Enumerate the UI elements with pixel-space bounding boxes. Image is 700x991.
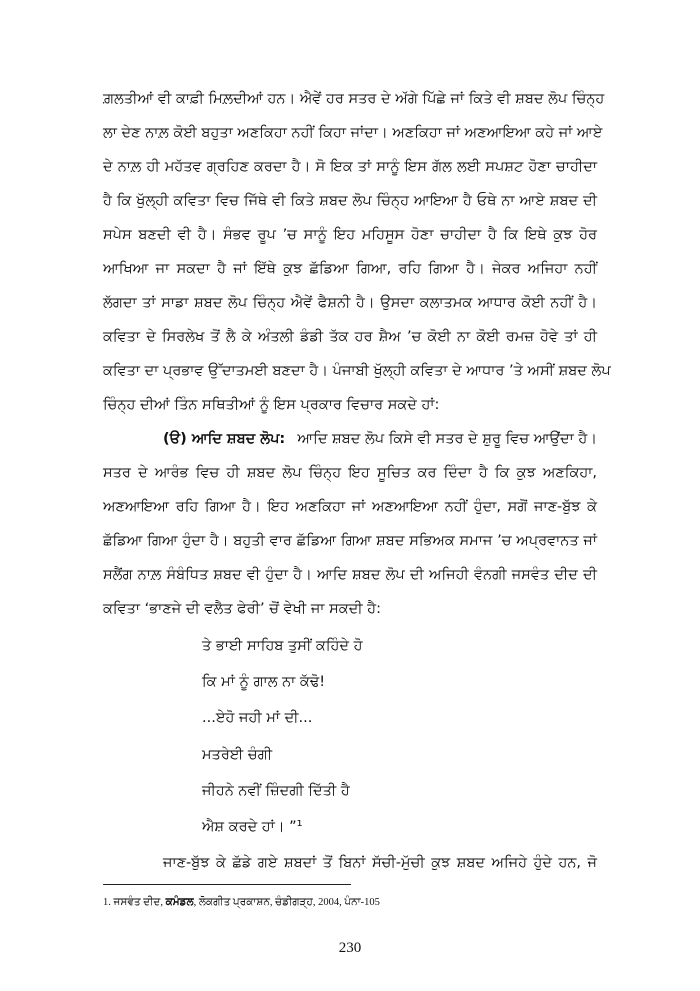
- body-line: ਸਤਰ ਦੇ ਆਰੰਭ ਵਿਚ ਹੀ ਸ਼ਬਦ ਲੋਪ ਚਿੰਨ੍ਹ ਇਹ ਸੂਚਿਤ ਕਰ ਦਿੰਦਾ ਹੈ ਕਿ ਕੁਝ ਅਣਕਿਹਾ,: [103, 465, 597, 481]
- body-line: ਹੈ ਕਿ ਖੁੱਲ੍ਹੀ ਕਵਿਤਾ ਵਿਚ ਜਿੱਥੇ ਵੀ ਕਿਤੇ ਸ਼ਬਦ ਲੋਪ ਚਿੰਨ੍ਹ ਆਇਆ ਹੈ ਓਥੇ ਨਾ ਆਏ ਸ਼ਬਦ ਦੀ: [103, 193, 597, 209]
- body-line: ਲੱਗਦਾ ਤਾਂ ਸਾਡਾ ਸ਼ਬਦ ਲੋਪ ਚਿੰਨ੍ਹ ਐਵੇਂ ਫੈਸ਼ਨੀ ਹੈ। ਉਸਦਾ ਕਲਾਤਮਕ ਆਧਾਰ ਕੋਈ ਨਹੀਂ ਹੈ।: [103, 295, 597, 311]
- verse-line: ...ਏਹੋ ਜਹੀ ਮਾਂ ਦੀ...: [202, 710, 313, 726]
- body-line: ਚਿੰਨ੍ਹ ਦੀਆਂ ਤਿੰਨ ਸਥਿਤੀਆਂ ਨੂੰ ਇਸ ਪ੍ਰਕਾਰ ਵਿਚਾਰ ਸਕਦੇ ਹਾਂ:: [103, 397, 440, 413]
- section-heading: (ੳ) ਆਦਿ ਸ਼ਬਦ ਲੋਪ:: [163, 431, 286, 447]
- body-line: ਆਖਿਆ ਜਾ ਸਕਦਾ ਹੈ ਜਾਂ ਇੱਥੇ ਕੁਝ ਛੱਡਿਆ ਗਿਆ, ਰਹਿ ਗਿਆ ਹੈ। ਜੇਕਰ ਅਜਿਹਾ ਨਹੀਂ: [103, 261, 597, 277]
- verse-line: ਜੀਹਨੇ ਨਵੀਂ ਜ਼ਿੰਦਗੀ ਦਿੱਤੀ ਹੈ: [202, 783, 350, 799]
- verse-line: ਐਸ਼ ਕਰਦੇ ਹਾਂ। ”¹: [202, 819, 303, 835]
- body-line: ਗ਼ਲਤੀਆਂ ਵੀ ਕਾਫ਼ੀ ਮਿਲ਼ਦੀਆਂ ਹਨ। ਐਵੇਂ ਹਰ ਸਤਰ ਦੇ ਅੱਗੇ ਪਿੱਛੇ ਜਾਂ ਕਿਤੇ ਵੀ ਸ਼ਬਦ ਲੋਪ ਚਿੰਨ੍ਹ: [103, 91, 605, 107]
- body-line: ਕਵਿਤਾ ਦਾ ਪ੍ਰਭਾਵ ਉੱਦਾਤਮਈ ਬਣਦਾ ਹੈ। ਪੰਜਾਬੀ ਖੁੱਲ੍ਹੀ ਕਵਿਤਾ ਦੇ ਆਧਾਰ ’ਤੇ ਅਸੀਂ ਸ਼ਬਦ ਲੋਪ: [103, 363, 611, 379]
- body-text: ਆਦਿ ਸ਼ਬਦ ਲੋਪ ਕਿਸੇ ਵੀ ਸਤਰ ਦੇ ਸ਼ੁਰੂ ਵਿਚ ਆਉਂਦਾ ਹੈ।: [297, 431, 597, 447]
- footnote-text: 1. ਜਸਵੰਤ ਦੀਦ,: [103, 897, 166, 908]
- body-line: ਸਪੇਸ ਬਣਦੀ ਵੀ ਹੈ। ਸੰਭਵ ਰੂਪ ’ਚ ਸਾਨੂੰ ਇਹ ਮਹਿਸੂਸ ਹੋਣਾ ਚਾਹੀਦਾ ਹੈ ਕਿ ਇਥੇ ਕੁਝ ਹੋਰ: [103, 227, 597, 243]
- footnote-divider: [103, 884, 351, 885]
- verse-line: ਮਤਰੇਈ ਚੰਗੀ: [202, 747, 273, 763]
- verse-line: ਕਿ ਮਾਂ ਨੂੰ ਗਾਲ ਨਾ ਕੱਢੋ!: [202, 674, 326, 690]
- footnote-text: , ਲੋਕਗੀਤ ਪ੍ਰਕਾਸ਼ਨ, ਚੰਡੀਗੜ੍ਹ, 2004, ਪੰਨਾ-105: [193, 897, 380, 908]
- footnote-book-title: ਕਮੰਡਲ: [165, 897, 194, 908]
- body-line: ਦੇ ਨਾਲ਼ ਹੀ ਮਹੱਤਵ ਗ੍ਰਹਿਣ ਕਰਦਾ ਹੈ। ਸੋ ਇਕ ਤਾਂ ਸਾਨੂੰ ਇਸ ਗੱਲ ਲਈ ਸਪਸ਼ਟ ਹੋਣਾ ਚਾਹੀਦਾ: [103, 159, 597, 175]
- body-line: ਕਵਿਤਾ ‘ਭਾਣਜੇ ਦੀ ਵਲੈਤ ਫੇਰੀ’ ਚੋਂ ਵੇਖੀ ਜਾ ਸਕਦੀ ਹੈ:: [103, 601, 381, 617]
- body-line: ਛੱਡਿਆ ਗਿਆ ਹੁੰਦਾ ਹੈ। ਬਹੁਤੀ ਵਾਰ ਛੱਡਿਆ ਗਿਆ ਸ਼ਬਦ ਸਭਿਅਕ ਸਮਾਜ ’ਚ ਅਪ੍ਰਵਾਨਤ ਜਾਂ: [103, 533, 597, 549]
- body-line: ਕਵਿਤਾ ਦੇ ਸਿਰਲੇਖ ਤੋਂ ਲੈ ਕੇ ਅੰਤਲੀ ਡੰਡੀ ਤੱਕ ਹਰ ਸ਼ੈਅ ’ਚ ਕੋਈ ਨਾ ਕੋਈ ਰਮਜ਼ ਹੋਵੇ ਤਾਂ ਹੀ: [103, 329, 597, 345]
- body-line: ਸਲੈਂਗ ਨਾਲ਼ ਸੰਬੰਧਿਤ ਸ਼ਬਦ ਵੀ ਹੁੰਦਾ ਹੈ। ਆਦਿ ਸ਼ਬਦ ਲੋਪ ਦੀ ਅਜਿਹੀ ਵੰਨਗੀ ਜਸਵੰਤ ਦੀਦ ਦੀ: [103, 567, 597, 583]
- footnote: [103, 897, 380, 909]
- body-line: ਜਾਣ-ਬੁੱਝ ਕੇ ਛੱਡੇ ਗਏ ਸ਼ਬਦਾਂ ਤੋਂ ਬਿਨਾਂ ਸੱਚੀ-ਮੁੱਚੀ ਕੁਝ ਸ਼ਬਦ ਅਜਿਹੇ ਹੁੰਦੇ ਹਨ, ਜੋ: [163, 855, 597, 871]
- verse-line: ਤੇ ਭਾਈ ਸਾਹਿਬ ਤੁਸੀਂ ਕਹਿੰਦੇ ਹੋ: [202, 638, 363, 654]
- page-number: 230: [338, 940, 362, 956]
- section-first-line: [163, 431, 597, 447]
- body-line: ਅਣਆਇਆ ਰਹਿ ਗਿਆ ਹੈ। ਇਹ ਅਣਕਿਹਾ ਜਾਂ ਅਣਆਇਆ ਨਹੀਂ ਹੁੰਦਾ, ਸਗੋਂ ਜਾਣ-ਬੁੱਝ ਕੇ: [103, 499, 597, 515]
- body-line: ਲਾ ਦੇਣ ਨਾਲ਼ ਕੋਈ ਬਹੁਤਾ ਅਣਕਿਹਾ ਨਹੀਂ ਕਿਹਾ ਜਾਂਦਾ। ਅਣਕਿਹਾ ਜਾਂ ਅਣਆਇਆ ਕਹੇ ਜਾਂ ਆਏ: [103, 125, 603, 141]
